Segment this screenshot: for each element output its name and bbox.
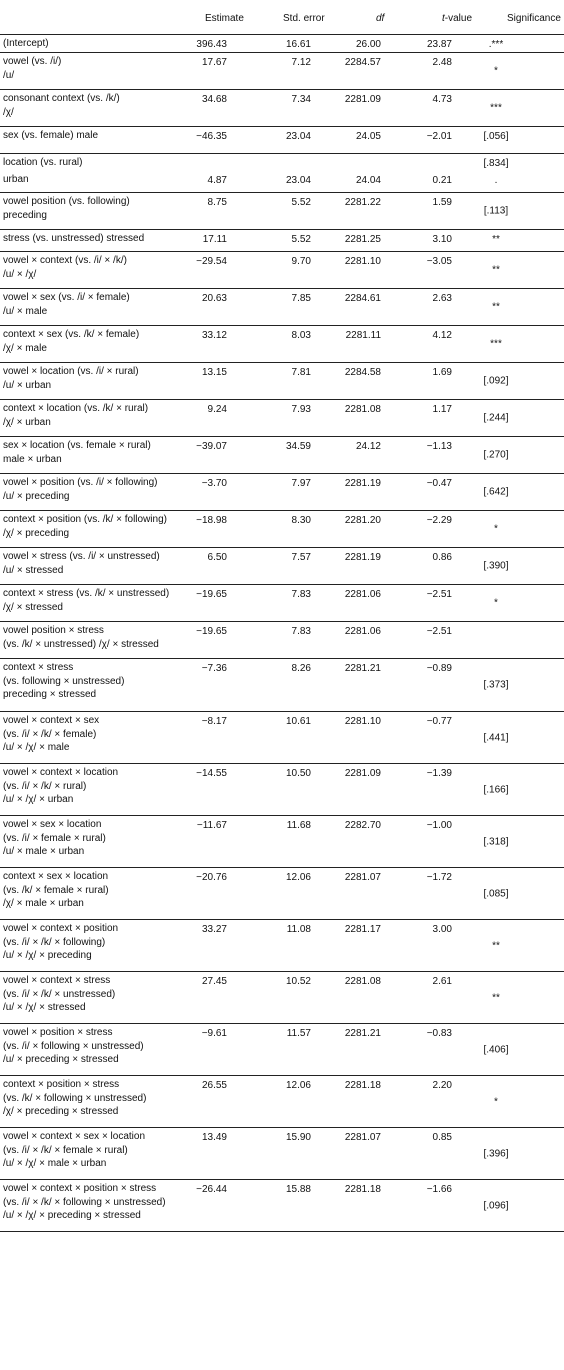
table-row xyxy=(0,252,564,289)
row-label-line: /u/ × male × urban xyxy=(3,846,85,857)
estimate-cell: −26.44 xyxy=(196,1184,227,1195)
significance-cell: * xyxy=(494,523,498,535)
row-label-line: /u/ × /χ/ xyxy=(3,268,37,280)
row-label-line: vowel × context (vs. /i/ × /k/) xyxy=(3,255,127,266)
table-row xyxy=(0,289,564,326)
estimate-cell: −14.55 xyxy=(196,768,227,779)
row-label-line: context × location (vs. /k/ × rural) xyxy=(3,403,149,414)
t-value-cell: −2.01 xyxy=(426,131,452,142)
t-value-cell: −3.05 xyxy=(426,256,452,267)
t-value-cell: −2.29 xyxy=(426,515,452,526)
significance-cell: ** xyxy=(492,264,500,276)
t-value-cell: 1.69 xyxy=(432,367,452,378)
estimate-cell: 13.49 xyxy=(201,1132,227,1143)
estimate-cell: 4.87 xyxy=(207,175,227,186)
row-label-line: vowel × context × position xyxy=(3,923,119,934)
estimate-cell: 34.68 xyxy=(201,94,227,105)
estimate-cell: −19.65 xyxy=(196,626,227,637)
table-row xyxy=(0,622,564,659)
row-label-line: preceding × stressed xyxy=(3,689,97,700)
table-row xyxy=(0,35,564,53)
std-error-cell: 7.83 xyxy=(291,626,311,637)
significance-cell: [.396] xyxy=(483,1147,509,1159)
estimate-cell: 27.45 xyxy=(201,976,227,987)
row-label-line: (vs. /i/ × following × unstressed) xyxy=(3,1040,144,1052)
significance-cell: [.166] xyxy=(483,783,509,795)
row-label-line: /χ/ xyxy=(3,106,14,118)
std-error-cell: 12.06 xyxy=(285,1080,311,1091)
table-row xyxy=(0,90,564,127)
estimate-cell: −29.54 xyxy=(196,256,227,267)
df-cell: 24.12 xyxy=(355,441,381,452)
std-error-cell: 7.81 xyxy=(291,367,311,378)
t-value-cell: 2.48 xyxy=(432,57,452,68)
row-label-line: male × urban xyxy=(3,453,62,465)
std-error-cell: 23.04 xyxy=(285,175,311,186)
row-label xyxy=(0,402,238,429)
t-value-cell: −0.47 xyxy=(426,478,452,489)
significance-cell: [.244] xyxy=(483,412,509,424)
row-label-line: context × sex × location xyxy=(3,871,109,882)
table-row xyxy=(0,868,564,920)
row-label-line: urban xyxy=(3,174,29,185)
row-label-line: (vs. /i/ × /k/ × following × unstressed) xyxy=(3,1196,166,1208)
table-row xyxy=(0,154,564,171)
significance-cell: *** xyxy=(490,338,502,350)
table-row xyxy=(0,548,564,585)
row-label xyxy=(0,195,238,222)
row-label-line: (vs. /k/ × following × unstressed) xyxy=(3,1092,147,1104)
row-label xyxy=(0,550,238,577)
estimate-cell: 26.55 xyxy=(201,1080,227,1091)
row-label xyxy=(0,173,238,187)
df-cell: 2281.11 xyxy=(345,330,381,341)
table-row xyxy=(0,659,564,712)
row-label-line: /u/ × preceding × stressed xyxy=(3,1054,119,1065)
header-t-value: t-value xyxy=(442,13,473,24)
row-label-line: (vs. /i/ × /k/ × following) xyxy=(3,936,106,948)
df-cell: 2284.57 xyxy=(344,57,381,68)
std-error-cell: 7.93 xyxy=(291,404,311,415)
row-label-line: vowel × position (vs. /i/ × following) xyxy=(3,477,158,488)
row-label-line: /χ/ × male xyxy=(3,342,47,354)
header-df: df xyxy=(376,13,385,24)
estimate-cell: −46.35 xyxy=(196,131,227,142)
df-cell: 24.04 xyxy=(355,175,381,186)
estimate-cell: 20.63 xyxy=(201,293,227,304)
row-label-line: context × stress xyxy=(3,662,74,673)
estimate-cell: 17.11 xyxy=(202,234,227,245)
table-row xyxy=(0,585,564,622)
std-error-cell: 15.90 xyxy=(285,1132,311,1143)
row-label-line: consonant context (vs. /k/) xyxy=(3,93,120,104)
df-cell: 2281.21 xyxy=(344,663,381,674)
row-label-line: vowel × context × position × stress xyxy=(3,1183,157,1194)
table-row xyxy=(0,816,564,868)
df-cell: 2281.18 xyxy=(344,1184,381,1195)
std-error-cell: 10.50 xyxy=(285,768,311,779)
row-label-line: (vs. /k/ × female × rural) xyxy=(3,884,109,896)
row-label-line: /u/ × urban xyxy=(3,379,52,391)
estimate-cell: 17.67 xyxy=(201,57,227,68)
estimate-cell: −3.70 xyxy=(201,478,227,489)
df-cell: 2284.61 xyxy=(344,293,381,304)
significance-cell: ** xyxy=(492,991,500,1003)
std-error-cell: 16.61 xyxy=(285,39,311,50)
estimate-cell: −11.67 xyxy=(196,820,227,831)
std-error-cell: 34.59 xyxy=(285,441,311,452)
t-value-cell: −0.89 xyxy=(426,663,452,674)
significance-cell: * xyxy=(494,1095,498,1107)
std-error-cell: 7.83 xyxy=(291,589,311,600)
std-error-cell: 11.57 xyxy=(286,1028,311,1039)
header-estimate: Estimate xyxy=(205,13,244,24)
estimate-cell: −39.07 xyxy=(196,441,227,452)
df-cell: 2282.70 xyxy=(344,820,381,831)
table-row xyxy=(0,400,564,437)
significance-cell: [.390] xyxy=(483,560,509,572)
std-error-cell: 7.85 xyxy=(291,293,311,304)
df-cell: 2281.22 xyxy=(344,197,381,208)
row-label-line: vowel position × stress xyxy=(3,625,104,636)
significance-cell: * xyxy=(494,597,498,609)
std-error-cell: 5.52 xyxy=(291,197,311,208)
significance-cell: [.056] xyxy=(483,131,509,142)
row-label-line: context × stress (vs. /k/ × unstressed) xyxy=(3,588,170,599)
estimate-cell: −9.61 xyxy=(201,1028,227,1039)
estimate-cell: −19.65 xyxy=(196,589,227,600)
row-label-line: vowel × position × stress xyxy=(3,1027,113,1038)
row-label-line: /χ/ × male × urban xyxy=(3,898,84,909)
row-label-line: /χ/ × stressed xyxy=(3,601,63,613)
row-label-line: context × sex (vs. /k/ × female) xyxy=(3,329,140,340)
t-value-cell: 3.00 xyxy=(432,924,452,935)
std-error-cell: 15.88 xyxy=(285,1184,311,1195)
row-label-line: /u/ × /χ/ × preceding xyxy=(3,950,92,961)
df-cell: 2281.17 xyxy=(344,924,381,935)
t-value-cell: −1.00 xyxy=(426,820,452,831)
t-value-cell: 2.20 xyxy=(432,1080,452,1091)
table-row xyxy=(0,1180,564,1232)
row-label-line: /u/ × /χ/ × urban xyxy=(3,794,74,805)
table-row xyxy=(0,363,564,400)
row-label-line: vowel (vs. /i/) xyxy=(3,56,62,67)
row-label-line: /u/ × /χ/ × preceding × stressed xyxy=(3,1210,141,1221)
significance-cell: *** xyxy=(490,102,502,114)
significance-cell: [.406] xyxy=(483,1043,509,1055)
row-label-line: (vs. /i/ × /k/ × unstressed) xyxy=(3,988,116,1000)
t-value-cell: −2.51 xyxy=(426,626,452,637)
row-label-line: vowel × location (vs. /i/ × rural) xyxy=(3,366,139,377)
row-label-line: (Intercept) xyxy=(3,38,49,49)
std-error-cell: 8.26 xyxy=(291,663,311,674)
significance-cell: * xyxy=(494,65,498,77)
row-label-line: (vs. /i/ × female × rural) xyxy=(3,832,106,844)
row-label-line: vowel × context × sex × location xyxy=(3,1131,146,1142)
t-value-cell: 0.85 xyxy=(432,1132,452,1143)
std-error-cell: 7.12 xyxy=(291,57,311,68)
row-label-line: /u/ × stressed xyxy=(3,564,64,576)
std-error-cell: 23.04 xyxy=(285,131,311,142)
std-error-cell: 7.34 xyxy=(291,94,311,105)
std-error-cell: 11.08 xyxy=(286,924,311,935)
df-cell: 2284.58 xyxy=(344,367,381,378)
t-value-cell: −1.66 xyxy=(426,1184,452,1195)
estimate-cell: −8.17 xyxy=(201,716,227,727)
std-error-cell: 12.06 xyxy=(285,872,311,883)
std-error-cell: 5.52 xyxy=(291,234,311,245)
table-row xyxy=(0,230,564,252)
estimate-cell: −7.36 xyxy=(201,663,227,674)
estimate-cell: 396.43 xyxy=(196,39,227,50)
estimate-cell: 33.12 xyxy=(201,330,227,341)
significance-cell: ** xyxy=(492,301,500,313)
df-cell: 2281.19 xyxy=(344,552,381,563)
table-row xyxy=(0,437,564,474)
t-value-cell: 1.59 xyxy=(432,197,452,208)
table-row xyxy=(0,53,564,90)
table-header xyxy=(0,0,564,35)
estimate-cell: 6.50 xyxy=(207,552,227,563)
std-error-cell: 9.70 xyxy=(291,256,311,267)
row-label-line: vowel × sex × location xyxy=(3,819,102,830)
row-label-line: vowel × context × location xyxy=(3,767,119,778)
row-label-line: /u/ × /χ/ × male × urban xyxy=(3,1158,107,1169)
std-error-cell: 7.97 xyxy=(291,478,311,489)
significance-cell: [.373] xyxy=(483,679,509,691)
table-row xyxy=(0,511,564,548)
significance-cell: [.834] xyxy=(483,158,509,169)
table-row xyxy=(0,171,564,193)
t-value-cell: −1.13 xyxy=(426,441,452,452)
t-value-cell: 0.86 xyxy=(432,552,452,563)
significance-cell: [.096] xyxy=(483,1199,509,1211)
row-label-line: (vs. /k/ × unstressed) /χ/ × stressed xyxy=(3,638,159,650)
row-label xyxy=(0,156,238,170)
t-value-cell: −0.83 xyxy=(426,1028,452,1039)
row-label-line: /χ/ × preceding × stressed xyxy=(3,1106,119,1117)
significance-cell: [.318] xyxy=(483,835,509,847)
t-value-cell: 2.63 xyxy=(432,293,452,304)
significance-cell: [.085] xyxy=(483,887,509,899)
row-label-line: /u/ × preceding xyxy=(3,490,70,502)
row-label-line: location (vs. rural) xyxy=(3,157,83,168)
significance-cell: [.642] xyxy=(483,486,509,498)
df-cell: 26.00 xyxy=(355,39,381,50)
t-value-cell: −1.72 xyxy=(426,872,452,883)
significance-cell: ** xyxy=(492,939,500,951)
df-cell: 2281.09 xyxy=(344,94,381,105)
row-label-line: (vs. following × unstressed) xyxy=(3,675,125,687)
row-label-line: context × position (vs. /k/ × following) xyxy=(3,514,167,525)
row-label-line: vowel position (vs. following) xyxy=(3,196,130,207)
t-value-cell: 4.73 xyxy=(432,94,452,105)
row-label-line: /u/ × male xyxy=(3,305,48,317)
row-label-line: /u/ × /χ/ × male xyxy=(3,742,70,753)
estimate-cell: −18.98 xyxy=(196,515,227,526)
significance-cell: [.113] xyxy=(483,205,509,217)
df-cell: 2281.18 xyxy=(344,1080,381,1091)
table-row xyxy=(0,1076,564,1128)
table-row xyxy=(0,764,564,816)
std-error-cell: 7.57 xyxy=(291,552,311,563)
t-value-cell: 3.10 xyxy=(432,234,452,245)
table-row xyxy=(0,712,564,764)
row-label-line: vowel × context × sex xyxy=(3,715,100,726)
row-label-line: sex × location (vs. female × rural) xyxy=(3,440,151,451)
table-row xyxy=(0,474,564,511)
significance-cell: ** xyxy=(492,234,500,245)
row-label-line: preceding xyxy=(3,209,47,221)
row-label-line: (vs. /i/ × /k/ × rural) xyxy=(3,780,87,792)
std-error-cell: 8.03 xyxy=(291,330,311,341)
table-row xyxy=(0,972,564,1024)
estimate-cell: 13.15 xyxy=(201,367,227,378)
row-label-line: /χ/ × urban xyxy=(3,416,51,428)
row-label-line: (vs. /i/ × /k/ × female × rural) xyxy=(3,1144,128,1156)
row-label-line: /u/ xyxy=(3,69,15,81)
std-error-cell: 10.52 xyxy=(285,976,311,987)
std-error-cell: 10.61 xyxy=(285,716,311,727)
std-error-cell: 8.30 xyxy=(291,515,311,526)
t-value-cell: 0.21 xyxy=(432,175,452,186)
df-cell: 2281.10 xyxy=(344,256,381,267)
t-value-cell: −2.51 xyxy=(426,589,452,600)
df-cell: 2281.21 xyxy=(344,1028,381,1039)
t-value-cell: 23.87 xyxy=(426,39,452,50)
row-label-line: stress (vs. unstressed) stressed xyxy=(3,233,145,244)
row-label-line: vowel × context × stress xyxy=(3,975,111,986)
table-row xyxy=(0,193,564,230)
df-cell: 2281.20 xyxy=(344,515,381,526)
significance-cell: [.270] xyxy=(483,449,509,461)
significance-cell: [.092] xyxy=(483,375,509,387)
significance-cell: .*** xyxy=(488,39,504,50)
df-cell: 2281.25 xyxy=(344,234,381,245)
significance-cell: . xyxy=(494,175,498,186)
table-row xyxy=(0,127,564,154)
t-value-cell: −1.39 xyxy=(426,768,452,779)
df-cell: 2281.06 xyxy=(344,626,381,637)
df-cell: 2281.10 xyxy=(344,716,381,727)
t-value-cell: 1.17 xyxy=(432,404,452,415)
table-row xyxy=(0,1128,564,1180)
table-row xyxy=(0,326,564,363)
header-significance: Significance xyxy=(507,13,561,24)
df-cell: 2281.06 xyxy=(344,589,381,600)
header-std-error: Std. error xyxy=(283,13,325,24)
row-label-line: vowel × sex (vs. /i/ × female) xyxy=(3,292,130,303)
df-cell: 2281.08 xyxy=(344,976,381,987)
df-cell: 2281.09 xyxy=(344,768,381,779)
row-label-line: vowel × stress (vs. /i/ × unstressed) xyxy=(3,551,160,562)
table-body xyxy=(0,35,564,1232)
table-row xyxy=(0,1024,564,1076)
std-error-cell: 11.68 xyxy=(286,820,311,831)
estimate-cell: −20.76 xyxy=(196,872,227,883)
row-label-line: /u/ × /χ/ × stressed xyxy=(3,1002,86,1013)
row-label-line: context × position × stress xyxy=(3,1079,120,1090)
estimate-cell: 8.75 xyxy=(207,197,227,208)
t-value-cell: 4.12 xyxy=(432,330,452,341)
significance-cell: [.441] xyxy=(483,731,509,743)
row-label-line: (vs. /i/ × /k/ × female) xyxy=(3,728,97,740)
row-label-line: sex (vs. female) male xyxy=(3,130,99,141)
df-cell: 24.05 xyxy=(355,131,381,142)
df-cell: 2281.08 xyxy=(344,404,381,415)
table-row xyxy=(0,920,564,972)
t-value-cell: −0.77 xyxy=(426,716,452,727)
df-cell: 2281.07 xyxy=(344,1132,381,1143)
row-label-line: /χ/ × preceding xyxy=(3,527,70,539)
df-cell: 2281.07 xyxy=(344,872,381,883)
t-value-cell: 2.61 xyxy=(432,976,452,987)
estimate-cell: 33.27 xyxy=(201,924,227,935)
estimate-cell: 9.24 xyxy=(207,404,227,415)
df-cell: 2281.19 xyxy=(344,478,381,489)
